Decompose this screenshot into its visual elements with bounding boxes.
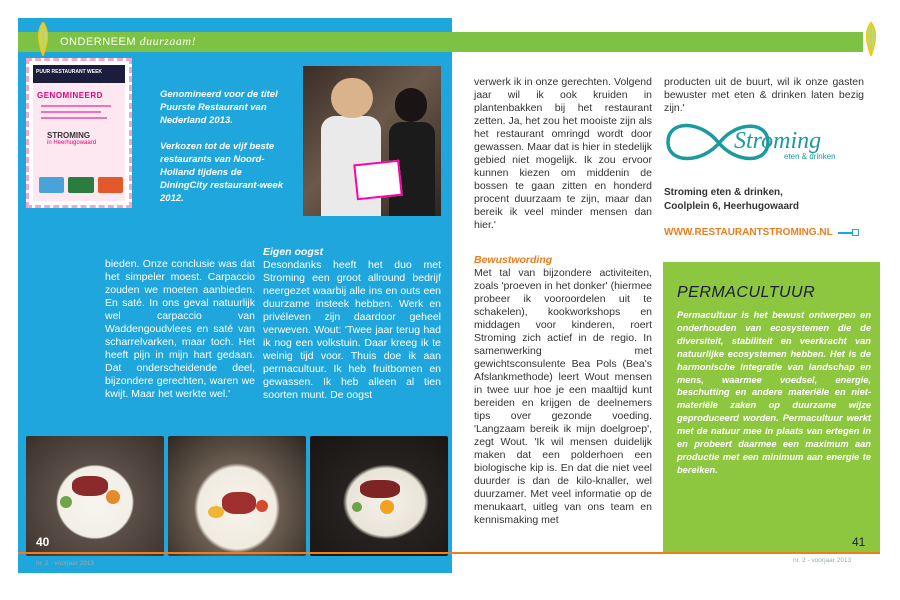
nomination-top-label: PUUR RESTAURANT WEEK [36, 69, 103, 75]
nomination-restaurant [47, 131, 96, 146]
subhead-eigen-oogst: Eigen oogst [263, 246, 324, 258]
column-3-top-text: verwerk ik in onze gerechten. Volgend jaar wil ik ook kruiden in plantenbakken bij het restaurant zetten. Ja, het zou het mooiste zijn als het restaurant omringd wordt door gewassen. Maar dat is hier in stedelijk gebied niet mogelijk. Ik zou ervoor kunnen kiezen om middenin de bossen te gaan zitten en honderd procent duurzaam te zijn, maar dan bereik ik veel minder mensen dan hier.' [474, 76, 653, 231]
page-number-left: 40 [36, 535, 50, 549]
website-link[interactable]: WWW.RESTAURANTSTROMING.NL [664, 227, 833, 238]
column-1-text: bieden. Onze conclusie was dat het simpeler moest. Carpaccio zouden we moeten aanbieden. En saté. In ons geval natuurlijk wel carpaccio van Waddengoudvlees en saté van scharrelvarken, maar toch. Het heeft pijn in mijn hart gedaan. Dat onderscheidende deel, bijzondere gerechten, waren we kwijt. Maar het werkte wel.' [105, 258, 255, 400]
divider [41, 117, 107, 119]
header-brand-em: duurzaam! [139, 34, 197, 48]
photo-figure-hair [395, 88, 427, 122]
photo-dish-2 [168, 436, 306, 556]
photo-dish-detail [60, 496, 72, 508]
leaf-icon-right [862, 22, 880, 56]
caption-chosen: Verkozen tot de vijf beste restaurants van Noord-Holland tijdens de DiningCity restaurant-week 2012. [160, 141, 283, 204]
nomination-place: in Heerhugowaard [47, 140, 97, 146]
sponsor-logo [98, 177, 123, 193]
nomination-card-top [33, 65, 125, 83]
square-icon [852, 229, 859, 236]
photo-dish-detail [380, 500, 394, 514]
photo-dish-detail [360, 480, 400, 498]
subhead-bewustwording: Bewustwording [474, 254, 553, 266]
header-brand-text: ONDERNEEM [60, 36, 137, 48]
photo-figure-head [331, 78, 373, 118]
page-number-right: 41 [852, 535, 866, 549]
divider [41, 105, 111, 107]
photo-dish-3 [310, 436, 448, 556]
address-block [664, 186, 799, 214]
sponsor-logo [68, 177, 93, 193]
photo-certificate [353, 160, 403, 201]
column-4-top-text: producten uit de buurt, wil ik onze gasten bewuster met eten & drinken laten bezig zijn.' [664, 76, 864, 114]
divider [838, 232, 852, 234]
column-2-text: Desondanks heeft het duo met Stroming een groot allround bedrijf neergezet waarbij alle ins en outs een duurzame insteek hebben. Werk en privéleven zijn daardoor geheel verweven. Wout: 'Twee jaar terug had ik nog een volkstuin. Daar kreeg ik te weinig tijd voor. Thuis doe ik aan permacultuur. Ik heb fruitbomen en gewassen. Ik heb alleen al tien soorten munt. De oogst [263, 259, 441, 401]
nomination-card-inner [33, 65, 125, 201]
footer-left: nr. 2 - voorjaar 2013 [36, 560, 95, 567]
caption-nominated: Genomineerd voor de titel Puurste Restaurant van Nederland 2013. [160, 89, 278, 126]
photo-dish-detail [222, 492, 256, 514]
header-brand [60, 34, 196, 49]
address-line-2: Coolplein 6, Heerhugowaard [664, 201, 800, 212]
logo-sub: eten & drinken [784, 152, 836, 161]
photo-dish-detail [106, 490, 120, 504]
column-3-bottom-text: Met tal van bijzondere activiteiten, zoals 'proeven in het donker' (hiermee probeer ik vooroordelen uit te schakelen), kookworkshops en middagen voor kinderen, roert Stroming zich actief in de regio. In samenwerking met gewichtsconsulente Bea Pols (Bea's Afslankmethode) leert Wout mensen in twee uur hoe je een maaltijd kunt bereiden en krijgen de deelnemers tips over gezonde voeding. 'Langzaam bereik ik mijn doelgroep', zegt Wout. 'Ik wil mensen duidelijk maken dat een polderhoen een biologische kip is. En dat die niet veel duurder is dan de kilo-knaller, wel duurzamer. Met veel informatie op de menukaart, uitleg van ons team en kennismaking met [474, 267, 652, 526]
permacultuur-title: PERMACULTUUR [677, 284, 816, 301]
nomination-restaurant-name: STROMING [47, 131, 91, 140]
photo-dish-detail [208, 506, 224, 518]
logo-name: Stroming [734, 128, 822, 154]
address-line-1: Stroming eten & drinken, [664, 187, 783, 198]
nomination-card [26, 58, 132, 208]
stroming-logo [660, 112, 850, 172]
photo-owners [303, 66, 441, 216]
leaf-icon [34, 22, 52, 56]
divider [41, 111, 101, 113]
photo-dish-detail [352, 502, 362, 512]
footer-rule-left [18, 552, 452, 554]
photo-dish-detail [72, 476, 108, 496]
photo-dish-detail [256, 500, 268, 512]
nomination-title: GENOMINEERD [37, 91, 103, 100]
header-bar-right [452, 32, 863, 52]
footer-right: nr. 2 - voorjaar 2013 [793, 557, 852, 564]
sponsor-logos [39, 177, 123, 193]
permacultuur-text: Permacultuur is het bewust ontwerpen en onderhouden van ecosystemen die de diversiteit, stabiliteit en veerkracht van natuurlijke ecosystemen hebben. Het is de harmonische integratie van landschap en mens, waarmee voedsel, energie, beschutting en andere materiële en niet-materiële zaken op duurzame wijze geproduceerd worden. Permacultuur werkt met de natuur mee in plaats van ertegen in en probeert daarmee een maximum aan productie met een minimum aan energie te bereiken. [677, 310, 871, 475]
footer-rule-right [452, 552, 663, 554]
footer-rule-right-2 [663, 552, 880, 554]
sponsor-logo [39, 177, 64, 193]
